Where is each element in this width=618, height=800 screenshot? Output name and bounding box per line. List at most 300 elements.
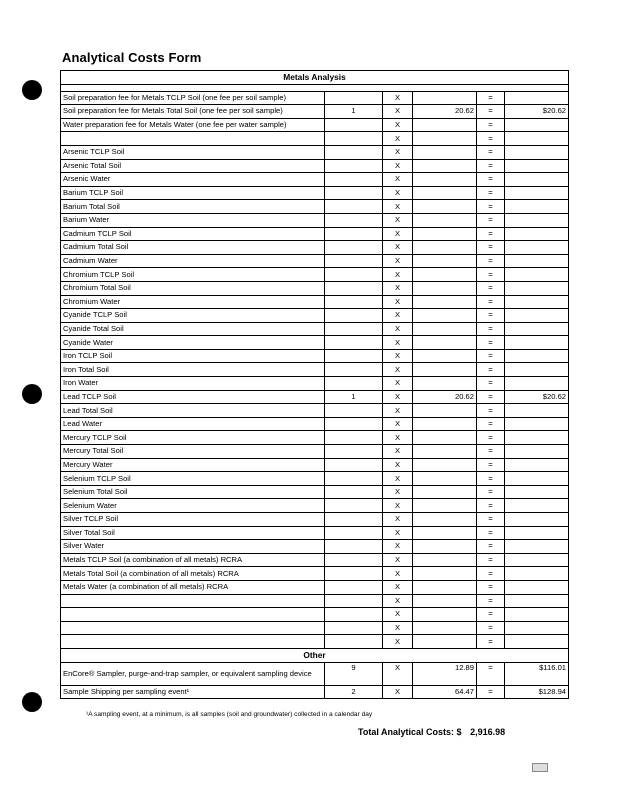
multiply-sign: X	[383, 580, 413, 594]
quantity-field[interactable]	[325, 173, 383, 187]
multiply-sign: X	[383, 241, 413, 255]
multiply-sign: X	[383, 322, 413, 336]
equals-sign: =	[477, 513, 505, 527]
unit-price-field[interactable]	[413, 363, 477, 377]
equals-sign: =	[477, 159, 505, 173]
equals-sign: =	[477, 200, 505, 214]
multiply-sign: X	[383, 349, 413, 363]
row-description: Cadmium TCLP Soil	[61, 227, 325, 241]
table-row	[61, 458, 569, 472]
line-total-field[interactable]: $116.01	[505, 662, 569, 685]
line-total-field[interactable]	[505, 513, 569, 527]
row-description: Silver TCLP Soil	[61, 513, 325, 527]
line-total-field[interactable]	[505, 213, 569, 227]
equals-sign: =	[477, 105, 505, 119]
multiply-sign: X	[383, 553, 413, 567]
equals-sign: =	[477, 594, 505, 608]
unit-price-field[interactable]	[413, 159, 477, 173]
row-description: Metals TCLP Soil (a combination of all metals) RCRA	[61, 553, 325, 567]
unit-price-field[interactable]	[413, 594, 477, 608]
table-row	[61, 567, 569, 581]
table-row	[61, 390, 569, 404]
quantity-field[interactable]: 1	[325, 105, 383, 119]
unit-price-field[interactable]	[413, 227, 477, 241]
table-row	[61, 445, 569, 459]
quantity-field[interactable]	[325, 145, 383, 159]
table-row	[61, 349, 569, 363]
line-total-field[interactable]	[505, 621, 569, 635]
line-total-field[interactable]	[505, 458, 569, 472]
line-total-field[interactable]	[505, 580, 569, 594]
multiply-sign: X	[383, 540, 413, 554]
line-total-field[interactable]	[505, 594, 569, 608]
quantity-field[interactable]	[325, 363, 383, 377]
multiply-sign: X	[383, 499, 413, 513]
line-total-field[interactable]	[505, 377, 569, 391]
table-row	[61, 404, 569, 418]
quantity-field[interactable]	[325, 254, 383, 268]
equals-sign: =	[477, 132, 505, 146]
quantity-field[interactable]	[325, 295, 383, 309]
quantity-field[interactable]	[325, 580, 383, 594]
multiply-sign: X	[383, 594, 413, 608]
multiply-sign: X	[383, 363, 413, 377]
unit-price-field[interactable]	[413, 336, 477, 350]
equals-sign: =	[477, 404, 505, 418]
quantity-field[interactable]	[325, 213, 383, 227]
unit-price-field[interactable]: 20.62	[413, 105, 477, 119]
line-total-field[interactable]	[505, 349, 569, 363]
multiply-sign: X	[383, 159, 413, 173]
row-description: Cyanide Water	[61, 336, 325, 350]
table-row	[61, 145, 569, 159]
equals-sign: =	[477, 499, 505, 513]
quantity-field[interactable]	[325, 322, 383, 336]
row-description: Barium TCLP Soil	[61, 186, 325, 200]
quantity-field[interactable]	[325, 404, 383, 418]
multiply-sign: X	[383, 417, 413, 431]
multiply-sign: X	[383, 445, 413, 459]
line-total-field[interactable]	[505, 526, 569, 540]
quantity-field[interactable]	[325, 349, 383, 363]
multiply-sign: X	[383, 662, 413, 685]
quantity-field[interactable]	[325, 281, 383, 295]
multiply-sign: X	[383, 431, 413, 445]
multiply-sign: X	[383, 91, 413, 105]
quantity-field[interactable]	[325, 159, 383, 173]
line-total-field[interactable]	[505, 268, 569, 282]
unit-price-field[interactable]	[413, 281, 477, 295]
table-row	[61, 91, 569, 105]
quantity-field[interactable]	[325, 227, 383, 241]
table-row	[61, 281, 569, 295]
unit-price-field[interactable]	[413, 458, 477, 472]
line-total-field[interactable]	[505, 445, 569, 459]
line-total-field[interactable]: $128.94	[505, 685, 569, 699]
unit-price-field[interactable]	[413, 499, 477, 513]
quantity-field[interactable]	[325, 186, 383, 200]
row-description: Cyanide TCLP Soil	[61, 309, 325, 323]
line-total-field[interactable]	[505, 431, 569, 445]
row-description: Mercury Total Soil	[61, 445, 325, 459]
row-description: Soil preparation fee for Metals TCLP Soil (one fee per soil sample)	[61, 91, 325, 105]
equals-sign: =	[477, 580, 505, 594]
table-row	[61, 118, 569, 132]
unit-price-field[interactable]	[413, 485, 477, 499]
table-row	[61, 132, 569, 146]
table-row	[61, 309, 569, 323]
quantity-field[interactable]	[325, 431, 383, 445]
multiply-sign: X	[383, 621, 413, 635]
line-total-field[interactable]	[505, 159, 569, 173]
row-description: Cadmium Total Soil	[61, 241, 325, 255]
row-description: Metals Total Soil (a combination of all metals) RCRA	[61, 567, 325, 581]
equals-sign: =	[477, 227, 505, 241]
equals-sign: =	[477, 173, 505, 187]
table-row	[61, 377, 569, 391]
quantity-field[interactable]	[325, 91, 383, 105]
line-total-field[interactable]	[505, 132, 569, 146]
table-row	[61, 499, 569, 513]
quantity-field[interactable]	[325, 200, 383, 214]
binder-hole	[22, 80, 42, 100]
row-description: Arsenic TCLP Soil	[61, 145, 325, 159]
unit-price-field[interactable]	[413, 295, 477, 309]
table-row	[61, 540, 569, 554]
unit-price-field[interactable]	[413, 213, 477, 227]
table-row	[61, 594, 569, 608]
line-total-field[interactable]: $20.62	[505, 390, 569, 404]
unit-price-field[interactable]	[413, 309, 477, 323]
analytical-costs-table	[60, 70, 569, 699]
table-row	[61, 254, 569, 268]
table-body	[61, 71, 569, 699]
quantity-field[interactable]	[325, 336, 383, 350]
equals-sign: =	[477, 309, 505, 323]
equals-sign: =	[477, 377, 505, 391]
row-description: Soil preparation fee for Metals Total Soil (one fee per soil sample)	[61, 105, 325, 119]
line-total-field[interactable]	[505, 322, 569, 336]
row-description: EnCore® Sampler, purge-and-trap sampler, or equivalent sampling device	[61, 662, 325, 685]
quantity-field[interactable]	[325, 526, 383, 540]
unit-price-field[interactable]: 12.89	[413, 662, 477, 685]
row-description: Cyanide Total Soil	[61, 322, 325, 336]
row-description: Selenium TCLP Soil	[61, 472, 325, 486]
line-total-field[interactable]	[505, 485, 569, 499]
quantity-field[interactable]	[325, 417, 383, 431]
multiply-sign: X	[383, 526, 413, 540]
quantity-field[interactable]	[325, 268, 383, 282]
quantity-field[interactable]	[325, 472, 383, 486]
unit-price-field[interactable]: 64.47	[413, 685, 477, 699]
multiply-sign: X	[383, 472, 413, 486]
unit-price-field[interactable]	[413, 91, 477, 105]
page-title: Analytical Costs Form	[62, 50, 202, 65]
multiply-sign: X	[383, 295, 413, 309]
section-heading-other: Other	[61, 648, 569, 662]
row-description: Barium Water	[61, 213, 325, 227]
line-total-field[interactable]	[505, 499, 569, 513]
quantity-field[interactable]	[325, 567, 383, 581]
unit-price-field[interactable]	[413, 377, 477, 391]
equals-sign: =	[477, 145, 505, 159]
grand-total-currency: $	[456, 727, 462, 737]
quantity-field[interactable]	[325, 445, 383, 459]
equals-sign: =	[477, 268, 505, 282]
unit-price-field[interactable]	[413, 635, 477, 649]
multiply-sign: X	[383, 268, 413, 282]
line-total-field[interactable]	[505, 91, 569, 105]
quantity-field[interactable]	[325, 513, 383, 527]
multiply-sign: X	[383, 513, 413, 527]
equals-sign: =	[477, 540, 505, 554]
unit-price-field[interactable]: 20.62	[413, 390, 477, 404]
table-row	[61, 322, 569, 336]
line-total-field[interactable]	[505, 635, 569, 649]
unit-price-field[interactable]	[413, 404, 477, 418]
row-description: Chromium TCLP Soil	[61, 268, 325, 282]
quantity-field[interactable]	[325, 377, 383, 391]
line-total-field[interactable]	[505, 281, 569, 295]
line-total-field[interactable]	[505, 309, 569, 323]
quantity-field[interactable]	[325, 553, 383, 567]
line-total-field[interactable]	[505, 608, 569, 622]
unit-price-field[interactable]	[413, 621, 477, 635]
multiply-sign: X	[383, 309, 413, 323]
quantity-field[interactable]	[325, 621, 383, 635]
equals-sign: =	[477, 363, 505, 377]
line-total-field[interactable]	[505, 241, 569, 255]
quantity-field[interactable]	[325, 608, 383, 622]
line-total-field[interactable]	[505, 336, 569, 350]
row-description: Metals Water (a combination of all metals) RCRA	[61, 580, 325, 594]
quantity-field[interactable]	[325, 594, 383, 608]
line-total-field[interactable]	[505, 404, 569, 418]
row-description: Arsenic Water	[61, 173, 325, 187]
unit-price-field[interactable]	[413, 145, 477, 159]
equals-sign: =	[477, 118, 505, 132]
unit-price-field[interactable]	[413, 526, 477, 540]
equals-sign: =	[477, 445, 505, 459]
line-total-field[interactable]: $20.62	[505, 105, 569, 119]
multiply-sign: X	[383, 281, 413, 295]
row-description: Arsenic Total Soil	[61, 159, 325, 173]
row-description: Chromium Water	[61, 295, 325, 309]
unit-price-field[interactable]	[413, 513, 477, 527]
table-row	[61, 186, 569, 200]
grand-total-label: Total Analytical Costs:	[358, 727, 455, 737]
grand-total	[358, 727, 505, 737]
unit-price-field[interactable]	[413, 567, 477, 581]
unit-price-field[interactable]	[413, 431, 477, 445]
table-row	[61, 417, 569, 431]
table-row	[61, 200, 569, 214]
multiply-sign: X	[383, 567, 413, 581]
unit-price-field[interactable]	[413, 472, 477, 486]
table-row	[61, 513, 569, 527]
table-row	[61, 173, 569, 187]
line-total-field[interactable]	[505, 227, 569, 241]
multiply-sign: X	[383, 227, 413, 241]
equals-sign: =	[477, 472, 505, 486]
row-description	[61, 132, 325, 146]
quantity-field[interactable]	[325, 309, 383, 323]
table-row	[61, 295, 569, 309]
unit-price-field[interactable]	[413, 349, 477, 363]
unit-price-field[interactable]	[413, 173, 477, 187]
equals-sign: =	[477, 186, 505, 200]
equals-sign: =	[477, 349, 505, 363]
equals-sign: =	[477, 336, 505, 350]
binder-hole	[22, 692, 42, 712]
quantity-field[interactable]: 9	[325, 662, 383, 685]
equals-sign: =	[477, 662, 505, 685]
equals-sign: =	[477, 390, 505, 404]
row-description: Chromium Total Soil	[61, 281, 325, 295]
row-description: Lead Total Soil	[61, 404, 325, 418]
row-description	[61, 594, 325, 608]
equals-sign: =	[477, 281, 505, 295]
line-total-field[interactable]	[505, 254, 569, 268]
row-description: Silver Total Soil	[61, 526, 325, 540]
equals-sign: =	[477, 685, 505, 699]
table-row	[61, 336, 569, 350]
row-description: Lead TCLP Soil	[61, 390, 325, 404]
multiply-sign: X	[383, 173, 413, 187]
line-total-field[interactable]	[505, 417, 569, 431]
multiply-sign: X	[383, 132, 413, 146]
line-total-field[interactable]	[505, 363, 569, 377]
table-row	[61, 526, 569, 540]
multiply-sign: X	[383, 145, 413, 159]
equals-sign: =	[477, 241, 505, 255]
equals-sign: =	[477, 417, 505, 431]
spacer-cell	[61, 84, 569, 91]
line-total-field[interactable]	[505, 472, 569, 486]
table-row	[61, 621, 569, 635]
unit-price-field[interactable]	[413, 241, 477, 255]
row-description: Barium Total Soil	[61, 200, 325, 214]
unit-price-field[interactable]	[413, 200, 477, 214]
table-row	[61, 472, 569, 486]
quantity-field[interactable]	[325, 499, 383, 513]
row-description: Iron Water	[61, 377, 325, 391]
unit-price-field[interactable]	[413, 580, 477, 594]
multiply-sign: X	[383, 213, 413, 227]
unit-price-field[interactable]	[413, 186, 477, 200]
quantity-field[interactable]	[325, 485, 383, 499]
section-header-row	[61, 648, 569, 662]
line-total-field[interactable]	[505, 186, 569, 200]
unit-price-field[interactable]	[413, 132, 477, 146]
multiply-sign: X	[383, 200, 413, 214]
unit-price-field[interactable]	[413, 417, 477, 431]
unit-price-field[interactable]	[413, 553, 477, 567]
quantity-field[interactable]	[325, 635, 383, 649]
quantity-field[interactable]: 2	[325, 685, 383, 699]
row-description: Silver Water	[61, 540, 325, 554]
multiply-sign: X	[383, 635, 413, 649]
table-row	[61, 363, 569, 377]
row-description: Selenium Water	[61, 499, 325, 513]
line-total-field[interactable]	[505, 173, 569, 187]
line-total-field[interactable]	[505, 553, 569, 567]
equals-sign: =	[477, 213, 505, 227]
quantity-field[interactable]	[325, 132, 383, 146]
row-description	[61, 608, 325, 622]
quantity-field[interactable]	[325, 540, 383, 554]
binder-hole	[22, 384, 42, 404]
equals-sign: =	[477, 635, 505, 649]
line-total-field[interactable]	[505, 295, 569, 309]
quantity-field[interactable]: 1	[325, 390, 383, 404]
table-row	[61, 635, 569, 649]
unit-price-field[interactable]	[413, 445, 477, 459]
row-description	[61, 635, 325, 649]
line-total-field[interactable]	[505, 145, 569, 159]
footnote: ¹A sampling event, at a minimum, is all samples (soil and groundwater) collected in a calendar day	[86, 711, 373, 718]
spacer-row	[61, 84, 569, 91]
grand-total-amount: 2,916.98	[470, 727, 506, 737]
unit-price-field[interactable]	[413, 268, 477, 282]
equals-sign: =	[477, 254, 505, 268]
table-row	[61, 580, 569, 594]
table-row	[61, 685, 569, 699]
unit-price-field[interactable]	[413, 322, 477, 336]
quantity-field[interactable]	[325, 241, 383, 255]
equals-sign: =	[477, 458, 505, 472]
table-row	[61, 662, 569, 685]
table-row	[61, 241, 569, 255]
equals-sign: =	[477, 608, 505, 622]
table-row	[61, 213, 569, 227]
row-description: Sample Shipping per sampling event¹	[61, 685, 325, 699]
table-row	[61, 268, 569, 282]
equals-sign: =	[477, 295, 505, 309]
multiply-sign: X	[383, 685, 413, 699]
equals-sign: =	[477, 91, 505, 105]
line-total-field[interactable]	[505, 567, 569, 581]
unit-price-field[interactable]	[413, 254, 477, 268]
row-description: Mercury TCLP Soil	[61, 431, 325, 445]
equals-sign: =	[477, 485, 505, 499]
section-heading-metals: Metals Analysis	[61, 71, 569, 85]
section-header-row	[61, 71, 569, 85]
line-total-field[interactable]	[505, 118, 569, 132]
table-row	[61, 105, 569, 119]
row-description: Iron TCLP Soil	[61, 349, 325, 363]
multiply-sign: X	[383, 336, 413, 350]
table-row	[61, 431, 569, 445]
row-description: Water preparation fee for Metals Water (one fee per water sample)	[61, 118, 325, 132]
unit-price-field[interactable]	[413, 118, 477, 132]
unit-price-field[interactable]	[413, 608, 477, 622]
equals-sign: =	[477, 621, 505, 635]
line-total-field[interactable]	[505, 540, 569, 554]
unit-price-field[interactable]	[413, 540, 477, 554]
multiply-sign: X	[383, 458, 413, 472]
row-description: Lead Water	[61, 417, 325, 431]
table-row	[61, 227, 569, 241]
multiply-sign: X	[383, 404, 413, 418]
multiply-sign: X	[383, 377, 413, 391]
multiply-sign: X	[383, 118, 413, 132]
row-description: Mercury Water	[61, 458, 325, 472]
quantity-field[interactable]	[325, 458, 383, 472]
quantity-field[interactable]	[325, 118, 383, 132]
equals-sign: =	[477, 526, 505, 540]
line-total-field[interactable]	[505, 200, 569, 214]
